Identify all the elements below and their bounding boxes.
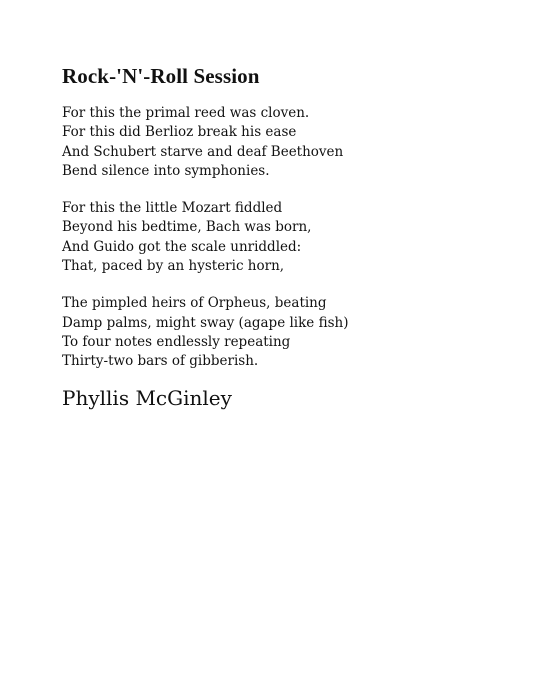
- poem-author: Phyllis McGinley: [62, 385, 232, 410]
- stanza-1: [62, 104, 502, 181]
- poem: [62, 62, 502, 412]
- poem-line: Thirty-two bars of gibberish.: [62, 353, 259, 370]
- poem-line: Damp palms, might sway (agape like fish): [62, 314, 349, 331]
- poem-line: For this the primal reed was cloven.: [62, 105, 310, 121]
- poem-line: For this the little Mozart fiddled: [62, 200, 283, 217]
- poem-line: Beyond his bedtime, Bach was born,: [62, 219, 312, 236]
- poem-line: For this did Berlioz break his ease: [62, 124, 297, 141]
- poem-line: The pimpled heirs of Orpheus, beating: [62, 295, 327, 312]
- poem-line: And Schubert starve and deaf Beethoven: [62, 143, 344, 160]
- poem-line: And Guido got the scale unriddled:: [62, 238, 302, 255]
- poem-line: To four notes endlessly repeating: [62, 333, 291, 350]
- poem-line: Bend silence into symphonies.: [62, 162, 270, 179]
- stanza-2: [62, 199, 502, 276]
- stanza-3: [62, 294, 502, 371]
- poem-line: That, paced by an hysteric horn,: [62, 258, 285, 275]
- poem-title: Rock-'N'-Roll Session: [62, 64, 260, 88]
